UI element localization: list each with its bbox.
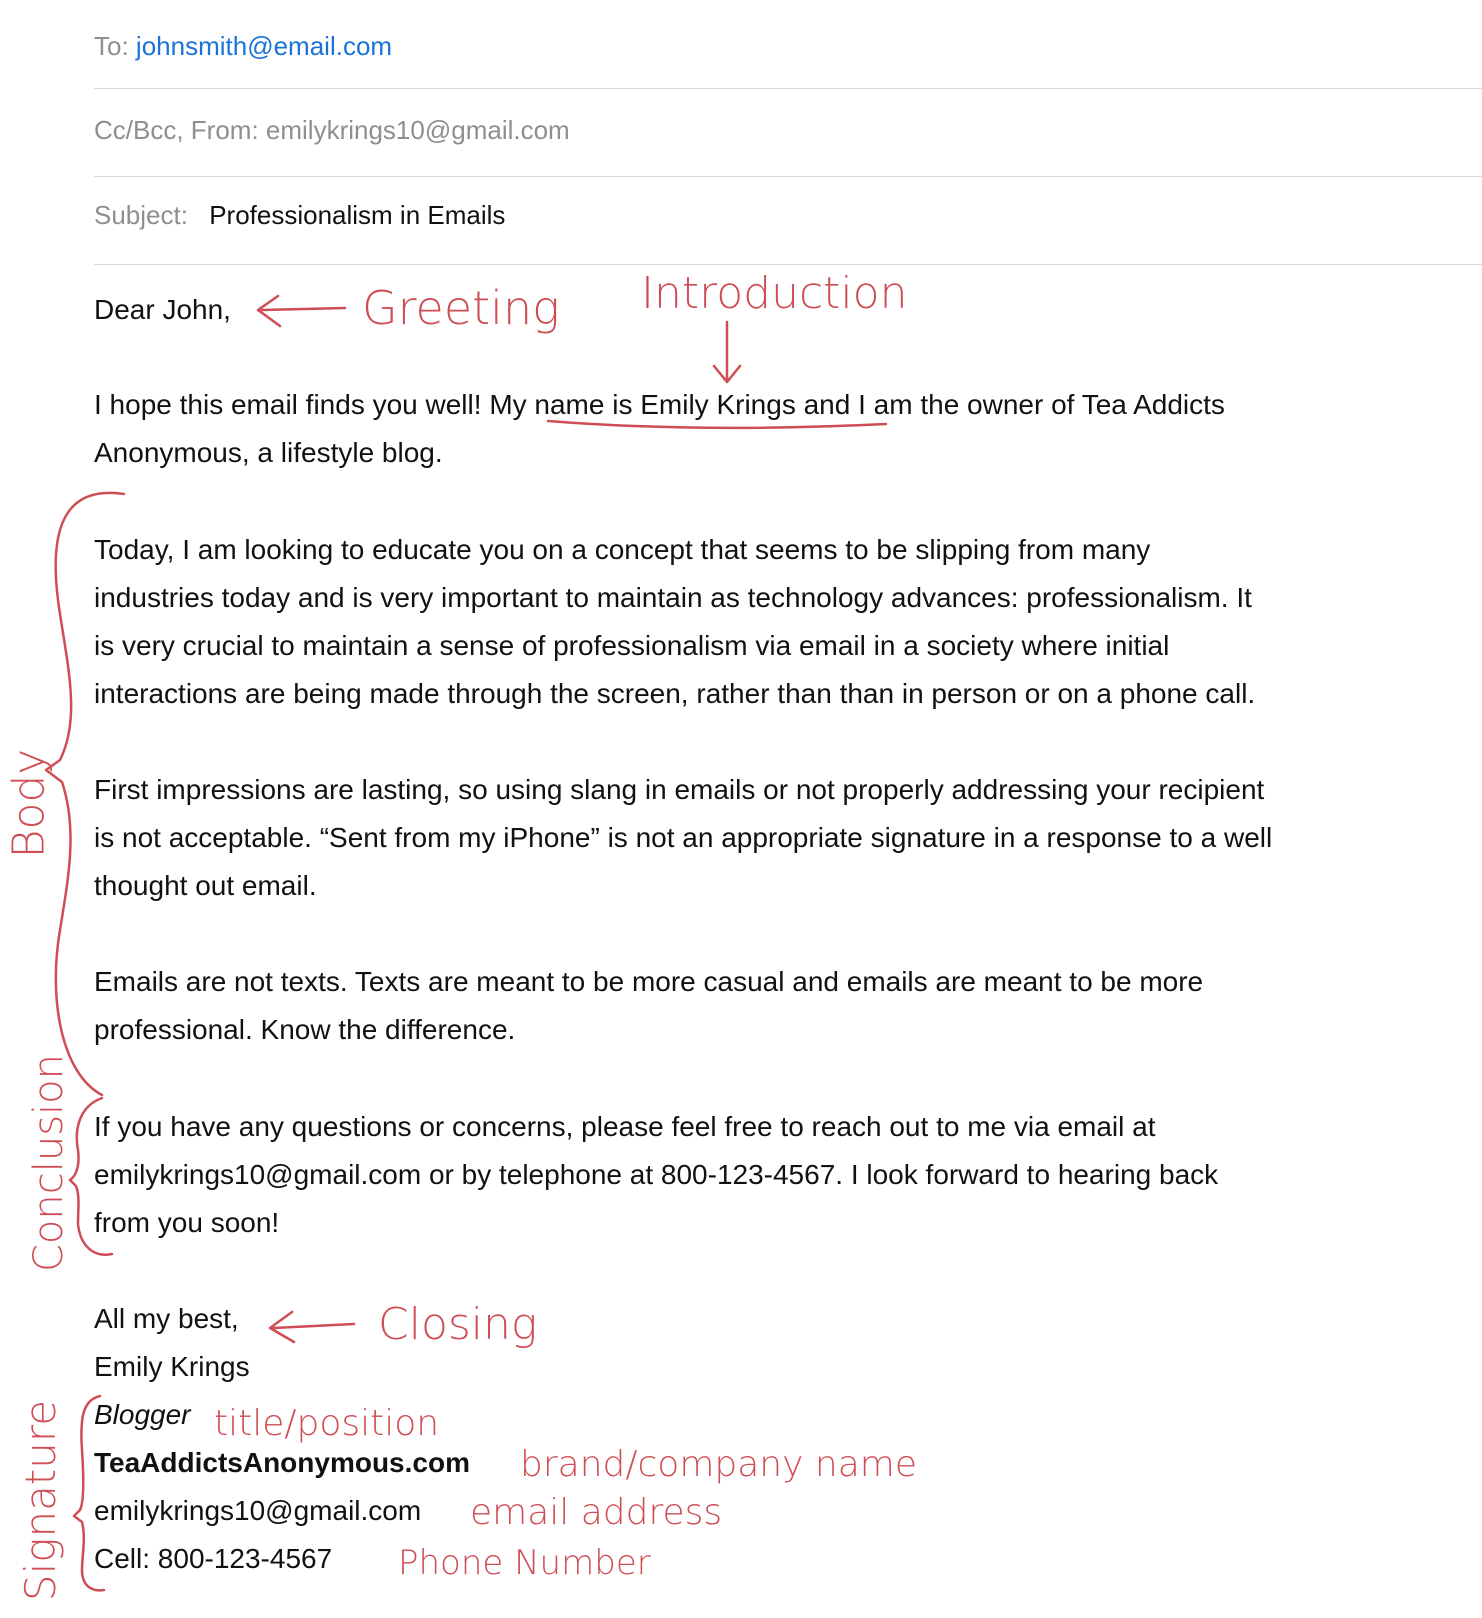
body-para-1-line-1: Today, I am looking to educate you on a concept that seems to be slipping from many (94, 534, 1151, 565)
body-para-3-line-1: Emails are not texts. Texts are meant to be more casual and emails are meant to be more (94, 966, 1204, 997)
closing-arrow (270, 1312, 354, 1342)
subject-field[interactable] (94, 200, 505, 230)
to-recipient[interactable]: johnsmith@email.com (135, 31, 393, 61)
signature-name: Emily Krings (94, 1351, 250, 1382)
signature-email: emilykrings10@gmail.com (94, 1495, 422, 1526)
signature-title: Blogger (94, 1399, 191, 1430)
introduction-arrow (714, 322, 740, 382)
annotation-title-position: title/position (214, 1403, 440, 1444)
intro-prefix: I hope this email finds you well! (94, 389, 490, 420)
annotation-email-address: email address (470, 1492, 723, 1533)
body-para-2-line-2: is not acceptable. “Sent from my iPhone” is not an appropriate signature in a response to a well (94, 822, 1273, 853)
intro-highlight: My name is Emily Krings (489, 389, 796, 420)
intro-suffix: and I am the owner of Tea Addicts (795, 389, 1225, 420)
body-para-2-line-1: First impressions are lasting, so using slang in emails or not properly addressing your recipient (94, 774, 1265, 805)
subject-label: Subject: (94, 200, 188, 230)
closing-text: All my best, (94, 1303, 239, 1334)
to-field[interactable] (94, 31, 392, 61)
body-para-3-line-2: professional. Know the difference. (94, 1014, 516, 1045)
to-row[interactable] (94, 0, 1482, 89)
greeting-text: Dear John, (94, 294, 231, 325)
annotation-body: Body (3, 748, 55, 859)
subject-value[interactable]: Professionalism in Emails (209, 200, 506, 230)
annotation-conclusion: Conclusion (26, 1054, 72, 1272)
signature-company: TeaAddictsAnonymous.com (94, 1447, 470, 1478)
signature-phone: Cell: 800-123-4567 (94, 1543, 333, 1574)
conclusion-line-2: emilykrings10@gmail.com or by telephone at 800-123-4567. I look forward to hearing back (94, 1159, 1219, 1190)
body-para-1-line-4: interactions are being made through the screen, rather than than in person or on a phone call. (94, 678, 1256, 709)
from-row[interactable] (94, 88, 1482, 177)
intro-line-2: Anonymous, a lifestyle blog. (94, 437, 443, 468)
annotation-introduction: Introduction (641, 268, 908, 319)
annotation-signature: Signature (16, 1399, 66, 1602)
to-label: To: (94, 31, 129, 61)
annotation-phone-number: Phone Number (398, 1543, 651, 1583)
body-para-1-line-2: industries today and is very important to maintain as technology advances: professionalism. It (94, 582, 1252, 613)
from-label: Cc/Bcc, From: (94, 115, 259, 145)
annotation-closing: Closing (378, 1299, 538, 1350)
conclusion-line-3: from you soon! (94, 1207, 280, 1238)
from-field[interactable] (94, 115, 570, 145)
body-para-2-line-3: thought out email. (94, 870, 317, 901)
from-address[interactable]: emilykrings10@gmail.com (265, 115, 570, 145)
greeting-arrow (258, 296, 345, 326)
annotation-greeting: Greeting (362, 281, 560, 335)
intro-line-1 (94, 381, 1225, 429)
subject-row[interactable] (94, 176, 1482, 265)
conclusion-line-1: If you have any questions or concerns, please feel free to reach out to me via email at (94, 1111, 1156, 1142)
annotation-brand: brand/company name (520, 1444, 917, 1485)
body-para-1-line-3: is very crucial to maintain a sense of professionalism via email in a society where initial (94, 630, 1170, 661)
